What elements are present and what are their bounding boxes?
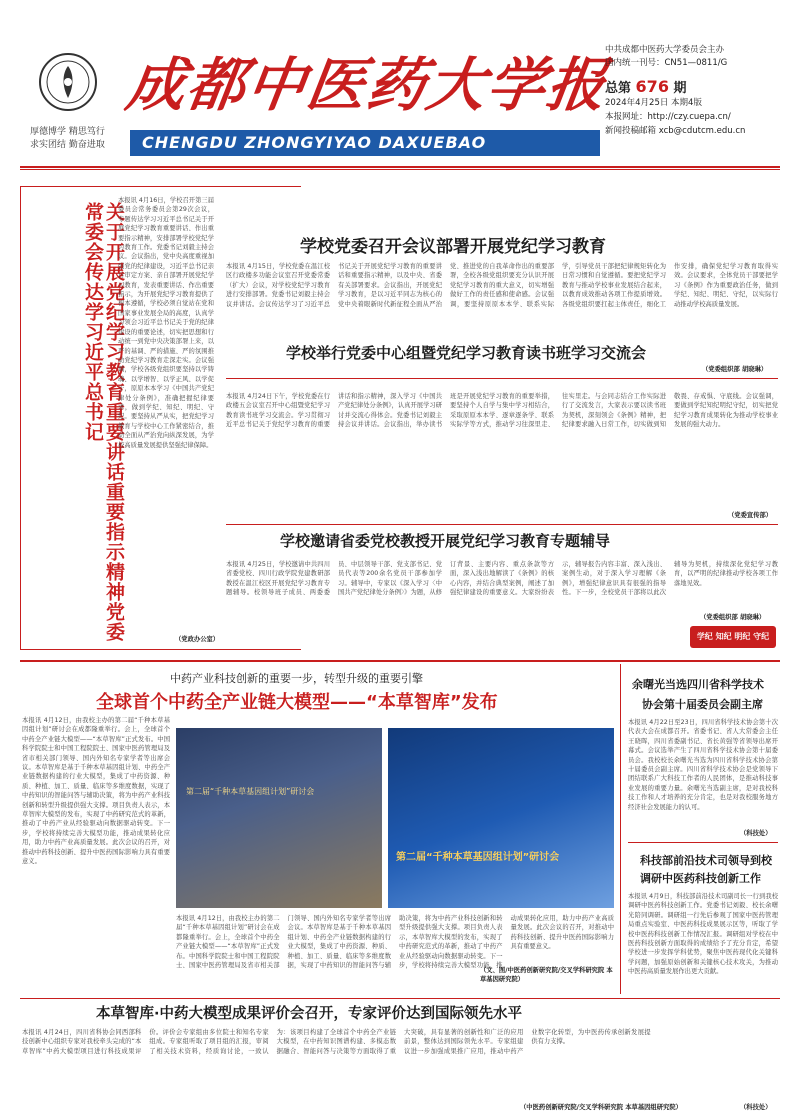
article3-source: （党委组织部 胡晓琳）: [700, 614, 766, 621]
feature-source: （文、图/中医药创新研究院/交叉学科研究院 本草基因研究院）: [480, 967, 613, 983]
article1-source: （党委组织部 胡晓琳）: [702, 366, 768, 373]
left-article-body: 本报讯 4月16日，学校召开第三届委员会常务委员会第29次会议，专题传达学习习近平总书记关于开展党纪学习教育重要讲话、作出重要指示精神，安排部署学校党纪学习教育工作。党委书记刘毅主持会议。会议指出，党中央高度重视加强党的纪律建设，习近平总书记亲自审定方案、亲自部署开展党纪学习教育，发表重要讲话、作出重要指示，为开展党纪学习教育提供了根本遵循，学校必须自觉站在党和国家事业发展全局的高度，认真学习领会习近平总书记关于党的纪律建设的重要论述，切实把思想和行动统一到党中央决策部署上来，以严的基调、严的措施、严的氛围推动党纪学习教育走深走实。会议强调，学校各级党组织要坚持以学铸魂、以学增智、以学正风、以学促干，原原本本学习《中国共产党纪律处分条例》，准确把握纪律要求，做到学纪、知纪、明纪、守纪。要坚持从严从实，把党纪学习教育与学校中心工作紧密结合，推动全面从严治党向纵深发展，为学校高质量发展提供坚强纪律保障。: [118, 197, 214, 449]
website-label: 本报网址：: [605, 112, 648, 122]
side2-body: 本报讯 4月9日，科技部前沿技术司副司长一行到我校调研中医药科技创新工作。党委书记刘毅、校长余曙光陪同调研。调研组一行先后参观了国家中医药管理局重点实验室、中医药科技成果展示区等，听取了学校中医药科技创新工作情况汇报。调研组对学校在中医药科技创新方面取得的成绩给予了充分肯定，希望学校进一步发挥学科优势，聚焦中医药现代化关键科学问题，加强原始创新和关键核心技术攻关，为推动中医药高质量发展作出更大贡献。: [628, 893, 778, 976]
website-link[interactable]: http://czy.cuepa.cn/: [647, 112, 731, 122]
feature-body-cols: 本报讯 4月12日，由我校主办的第二届“千种本草基因组计划”研讨会在成都隆重举行。会上，全球首个中药全产业链大模型——“本草智库”正式发布。中国科学院院士和中国工程院院士、国家中医药管理局及省市相关部门领导、国内外知名专家学者等出席会议。本草智库是基于千种本草基因组计划、中药全产业链数据构建的行业大模型，集成了中药资源、种质、种植、加工、质量、临床等多维度数据，实现了中药知识的智能问答与辅助决策，将为中药产业科技创新和转型升级提供强大支撑。项目负责人表示，本草智库大模型的发布，实现了中药研究范式的革新，推动了中药产业从经验驱动向数据驱动转变。下一步，学校将持续完善大模型功能，推动成果转化应用，助力中药产业高质量发展。此次会议的召开，对推动中药科技创新、提升中医药国际影响力具有重要意义。: [176, 915, 614, 970]
article1-headline: 学校党委召开会议部署开展党纪学习教育: [300, 237, 606, 257]
bottom-divider: [20, 998, 780, 999]
side-rule: [628, 842, 778, 843]
email-label: 新闻投稿邮箱: [605, 126, 657, 136]
bottom-body: 本报讯 4月24日，四川省科协会同西部科技创新中心组织专家对我校牵头完成的“本草智库”中药大模型项目进行科技成果评价。评价会专家组由多位院士和知名专家组成。专家组听取了项目组的汇报，审阅了相关技术资料，经质询讨论，一致认为：该项目构建了全球首个中药全产业链大模型，在中药知识图谱构建、多模态数据融合、智能问答与决策等方面取得了重大突破，具有显著的创新性和广泛的应用前景，整体达到国际领先水平。专家组建议进一步加强成果推广应用，推动中药产业数字化转型，为中医药传承创新发展提供有力支撑。: [22, 1029, 651, 1055]
side2-headline-line2: 调研中医药科技创新工作: [640, 872, 761, 885]
article2-rule: [226, 524, 778, 525]
newspaper-pinyin-bar: CHENGDU ZHONGYIYAO DAXUEBAO: [130, 130, 600, 156]
email-link[interactable]: xcb@cdutcm.edu.cn: [658, 126, 746, 136]
motto-line-2: 求实团结 勤奋进取: [30, 140, 105, 150]
section-divider: [20, 660, 780, 662]
cn-number: 国内统一刊号：CN51—0811/G: [605, 58, 728, 68]
side2-source: （科技处）: [740, 1104, 772, 1111]
article1-body: 本报讯 4月15日，学校党委在温江校区行政楼多功能会议室召开党委常委（扩大）会议，对学校党纪学习教育进行安排部署。党委书记刘毅主持会议并讲话。会议传达学习了习近平总书记关于开展党纪学习教育的重要讲话和重要指示精神，以及中央、省委有关部署要求。会议指出，开展党纪学习教育，是以习近平同志为核心的党中央着眼新时代新征程全面从严治党、推进党的自我革命作出的重要部署，全校各级党组织要充分认识开展党纪学习教育的重大意义，切实增强做好工作的责任感和使命感。会议强调，要坚持原原本本学、联系实际学，引导党员干部把纪律规矩转化为日常习惯和自觉遵循。要把党纪学习教育与推动学校事业发展结合起来，以教育成效推动各项工作提质增效。各级党组织要扛起主体责任，细化工作安排，确保党纪学习教育取得实效。会议要求，全体党员干部要把学习《条例》作为重要政治任务，做到学纪、知纪、明纪、守纪，以实际行动推动学校高质量发展。: [226, 263, 778, 308]
left-article-headline: 关于开展党纪学习教育重要讲话重要指示精神党委常委会传达学习近平总书记: [82, 202, 125, 642]
side1-body: 本报讯 4月22日至23日，四川省科学技术协会第十次代表大会在成都召开。省委书记、省人大常委会主任王晓晖，四川省委副书记、省长黄强等省领导出席开幕式。会议选举产生了四川省科学技术协会第十届委员会。我校校长余曙光当选为四川省科学技术协会第十届委员会副主席。四川省科学技术协会是党领导下团结联系广大科技工作者的人民团体，是推动科技事业发展的重要力量。余曙光当选副主席，是对我校科技工作和人才培养的充分肯定，也是对我校服务地方经济社会发展能力的认可。: [628, 719, 778, 811]
issue-number: [605, 77, 780, 96]
feature-photo-2: [388, 728, 614, 908]
right-column-divider: [620, 664, 621, 994]
feature-photo-1: [176, 728, 382, 908]
university-logo: [38, 52, 98, 112]
issue-total-label: 总第: [605, 81, 632, 96]
photo2-banner: 第二届“千种本草基因组计划”研讨会: [396, 852, 560, 863]
masthead-divider: [20, 166, 780, 168]
article2-headline: 学校举行党委中心组暨党纪学习教育读书班学习交流会: [282, 342, 650, 363]
publication-meta: [605, 44, 780, 70]
motto-line-1: 厚德博学 精思笃行: [30, 127, 105, 137]
issue-total-suffix: 期: [673, 81, 687, 96]
feature-body-col1: 本报讯 4月12日，由我校主办的第二届“千种本草基因组计划”研讨会在成都隆重举行。会上，全球首个中药全产业链大模型——“本草智库”正式发布。中国科学院院士和中国工程院院士、国家中医药管理局及省市相关部门领导、国内外知名专家学者等出席会议。本草智库是基于千种本草基因组计划、中药全产业链数据构建的行业大模型，集成了中药资源、种质、种植、加工、质量、临床等多维度数据，实现了中药知识的智能问答与辅助决策，将为中药产业科技创新和转型升级提供强大支撑。项目负责人表示，本草智库大模型的发布，实现了中药研究范式的革新，推动了中药产业从经验驱动向数据驱动转变。下一步，学校将持续完善大模型功能，推动成果转化应用，助力中药产业高质量发展。此次会议的召开，对推动中药科技创新、提升中医药国际影响力具有重要意义。: [22, 717, 170, 866]
photo1-banner: 第二届“千种本草基因组计划”研讨会: [186, 787, 315, 796]
side1-headline-line1: 余曙光当选四川省科学技术: [632, 678, 764, 691]
website-line: [605, 110, 780, 124]
bottom-headline: 本草智库·中药大模型成果评价会召开，专家评价达到国际领先水平: [96, 1006, 523, 1022]
issue-total-number: 676: [635, 77, 669, 96]
side2-headline-line1: 科技部前沿技术司领导到校: [640, 854, 772, 867]
school-motto: [30, 126, 130, 152]
sponsor-line: 中共成都中医药大学委员会主办: [605, 45, 725, 55]
article2-source: （党委宣传部）: [728, 512, 773, 519]
issue-date: 2024年4月25日 本期4版: [605, 98, 702, 108]
newspaper-title: 成都中医药大学报: [122, 51, 612, 119]
email-line: [605, 124, 780, 138]
article1-rule: [226, 378, 778, 379]
feature-headline: 全球首个中药全产业链大模型——“本草智库”发布: [96, 692, 498, 713]
masthead-divider-thin: [20, 169, 780, 170]
article3-headline: 学校邀请省委党校教授开展党纪学习教育专题辅导: [280, 532, 611, 550]
left-article-source: （党政办公室）: [175, 636, 220, 643]
article3-body: 本报讯 4月25日，学校邀请中共四川省委党校、四川行政学院党建教研部教授在温江校区开展党纪学习教育专题辅导。校领导班子成员、两委委员、中层领导干部、党支部书记、党员代表等200余名党员干部参加学习。辅导中，专家以《深入学习〈中国共产党纪律处分条例〉》为题，从修订背景、主要内容、重点条款等方面，深入浅出地解读了《条例》的核心内容，并结合典型案例，阐述了加强纪律建设的重要意义。大家纷纷表示，辅导报告内容丰富、深入浅出、案例生动，对于深入学习理解《条例》，增强纪律意识具有很强的指导性。下一步，全校党员干部将以此次辅导为契机，持续深化党纪学习教育，以严明的纪律推动学校各项工作落地见效。: [226, 561, 778, 597]
article3-badge: 学纪 知纪 明纪 守纪: [690, 626, 776, 648]
issue-info: [605, 77, 780, 138]
side1-source: （科技处）: [740, 830, 772, 837]
feature-kicker: 中药产业科技创新的重要一步，转型升级的重要引擎: [170, 672, 423, 685]
bottom-source: （中医药创新研究院/交叉学科研究院 本草基因组研究院）: [520, 1104, 682, 1111]
side1-headline-line2: 协会第十届委员会副主席: [642, 698, 763, 711]
article2-body: 本报讯 4月24日下午，学校党委在行政楼五会议室召开中心组暨党纪学习教育读书班学习交流会。学习贯彻习近平总书记关于党纪学习教育的重要讲话和指示精神，深入学习《中国共产党纪律处分条例》，认真开展学习研讨并交流心得体会。党委书记刘毅主持会议并讲话。会议指出，举办读书班是开展党纪学习教育的重要举措，要坚持个人自学与集中学习相结合，采取原原本本学、逐章逐条学、联系实际学等方式，推动学习往深里走、往实里走。与会同志结合工作实际进行了交流发言，大家表示要以读书班为契机，深刻领会《条例》精神，把纪律要求融入日常工作，切实做到知敬畏、存戒惧、守底线。会议强调，要做到学纪知纪明纪守纪，切实把党纪学习教育成果转化为推动学校事业发展的强大动力。: [226, 393, 778, 429]
